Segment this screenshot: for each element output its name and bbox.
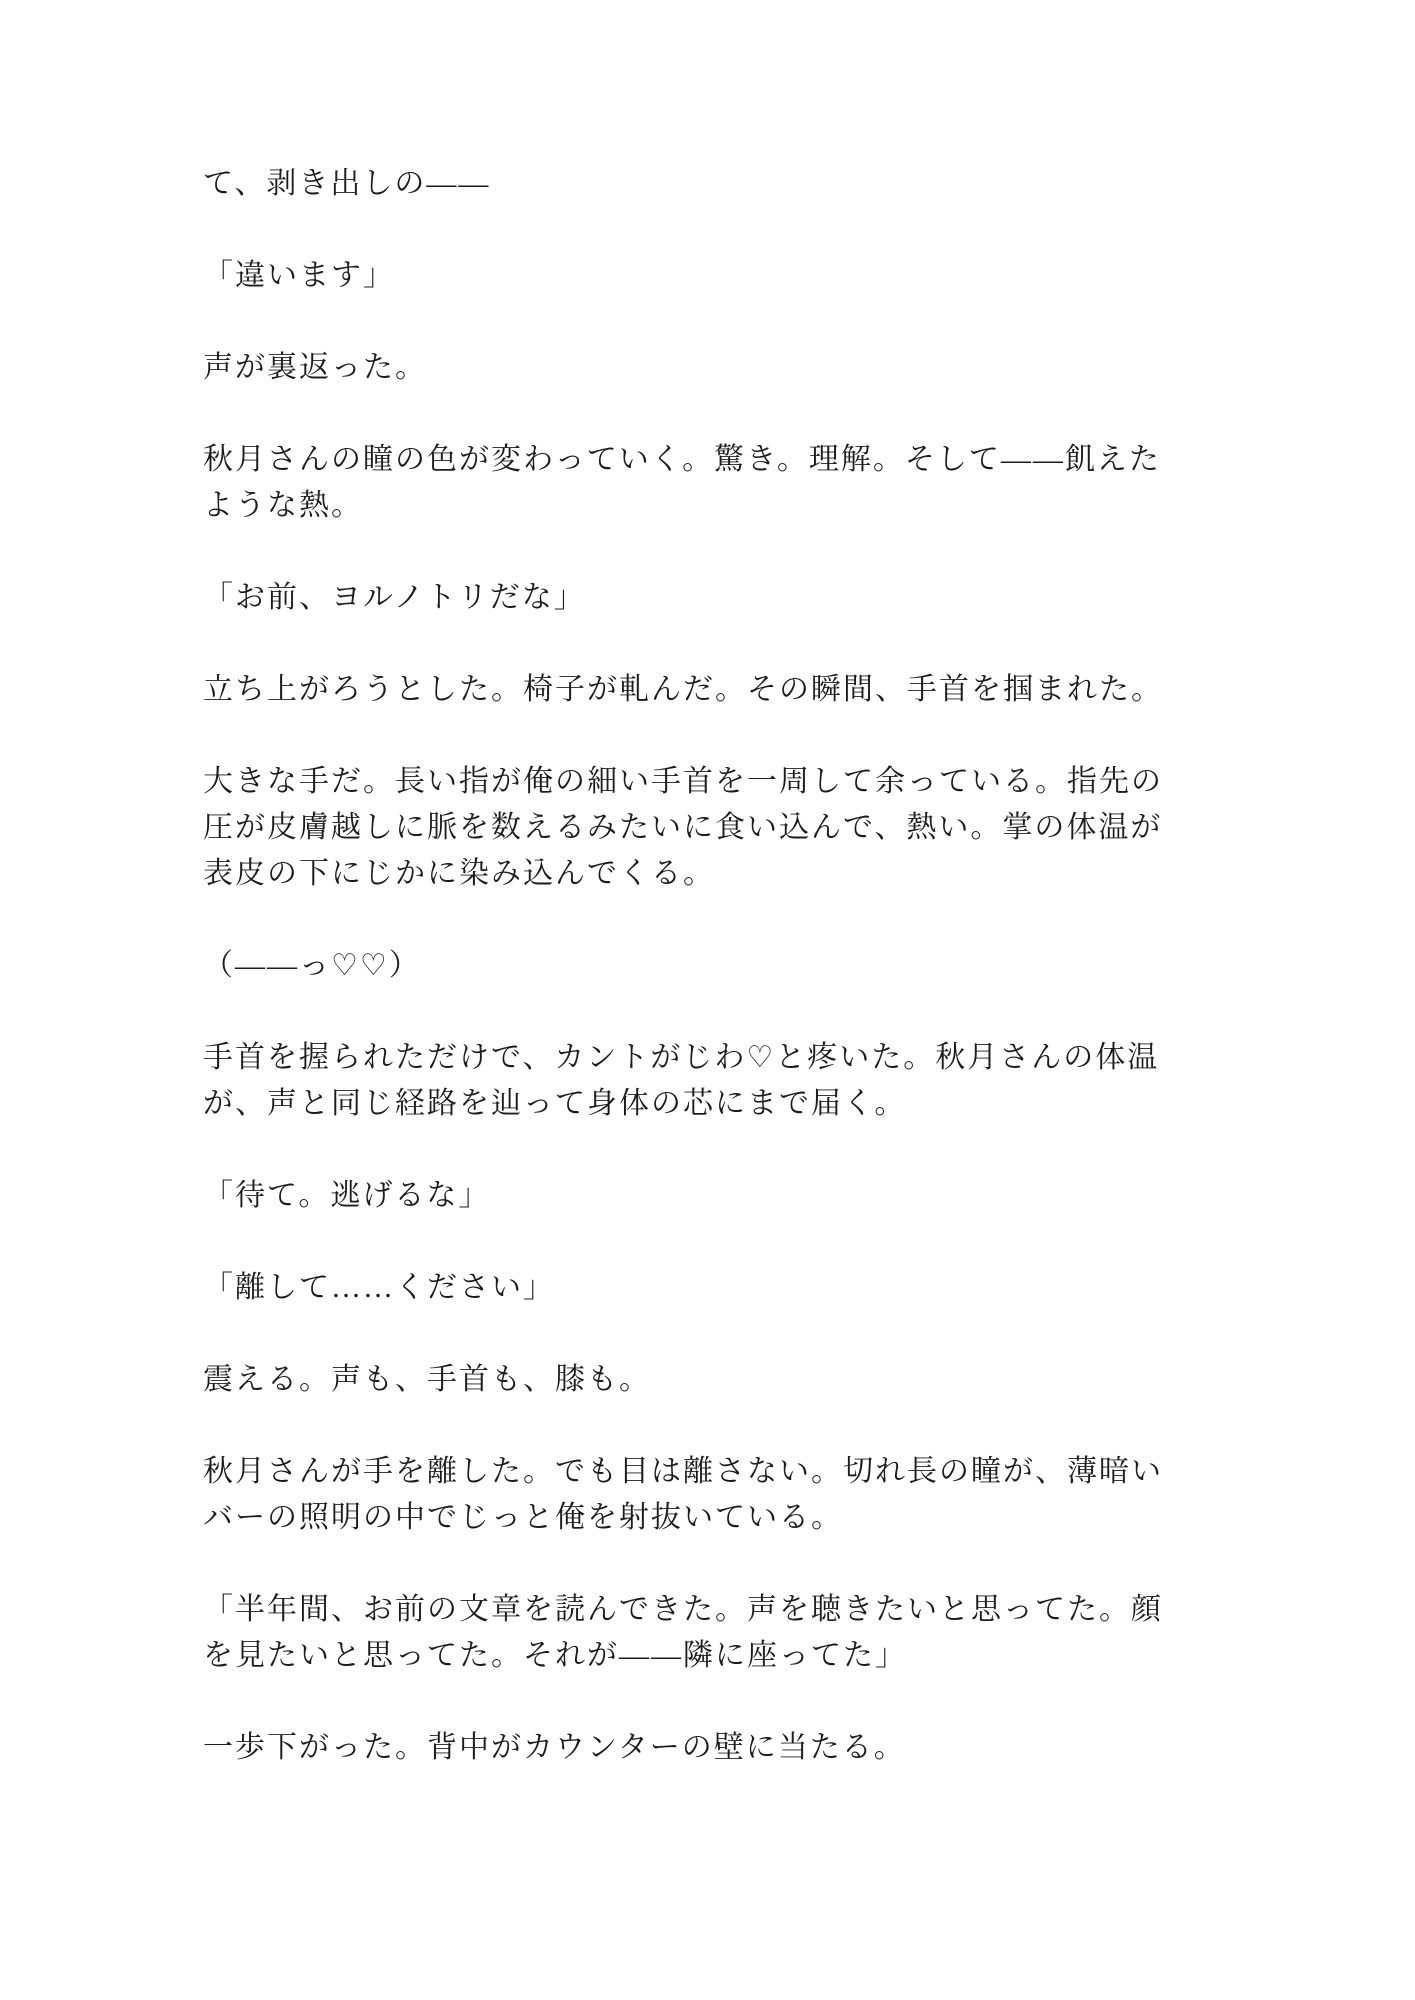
text-line: 大きな手だ。長い指が俺の細い手首を一周して余っている。指先の bbox=[203, 765, 1163, 798]
paragraph bbox=[203, 1173, 1178, 1219]
text-line: 手首を握られただけで、カントがじわ♡と疼いた。秋月さんの体温 bbox=[203, 1041, 1160, 1074]
text-line: 秋月さんの瞳の色が変わっていく。驚き。理解。そして――飢えた bbox=[203, 443, 1161, 476]
text-line: 一歩下がった。背中がカウンターの壁に当たる。 bbox=[203, 1731, 906, 1764]
paragraph bbox=[203, 1035, 1178, 1127]
text-line: 立ち上がろうとした。椅子が軋んだ。その瞬間、手首を掴まれた。 bbox=[203, 673, 1163, 706]
text-line: 「お前、ヨルノトリだな」 bbox=[203, 581, 586, 614]
text-line: ような熱。 bbox=[203, 489, 363, 522]
text-line: 「半年間、お前の文章を読んできた。声を聴きたいと思ってた。顔 bbox=[203, 1593, 1163, 1626]
text-line: バーの照明の中でじっと俺を射抜いている。 bbox=[203, 1501, 843, 1534]
text-line: を見たいと思ってた。それが――隣に座ってた」 bbox=[203, 1639, 907, 1672]
paragraph bbox=[203, 437, 1178, 529]
paragraph bbox=[203, 759, 1178, 897]
paragraph bbox=[203, 575, 1178, 621]
paragraph bbox=[203, 1357, 1178, 1403]
paragraph bbox=[203, 253, 1178, 299]
text-line: 表皮の下にじかに染み込んでくる。 bbox=[203, 857, 715, 890]
story-text bbox=[203, 161, 1178, 1771]
paragraph bbox=[203, 1587, 1178, 1679]
text-line: 圧が皮膚越しに脈を数えるみたいに食い込んで、熱い。掌の体温が bbox=[203, 811, 1163, 844]
text-line: 声が裏返った。 bbox=[203, 351, 427, 384]
paragraph bbox=[203, 1725, 1178, 1771]
text-line: 「待て。逃げるな」 bbox=[203, 1179, 491, 1212]
paragraph bbox=[203, 345, 1178, 391]
text-line: 「離して……ください」 bbox=[203, 1271, 555, 1304]
paragraph bbox=[203, 667, 1178, 713]
text-line: が、声と同じ経路を辿って身体の芯にまで届く。 bbox=[203, 1087, 907, 1120]
paragraph bbox=[203, 1449, 1178, 1541]
paragraph bbox=[203, 943, 1178, 989]
paragraph bbox=[203, 161, 1178, 207]
paragraph bbox=[203, 1265, 1178, 1311]
text-line: 秋月さんが手を離した。でも目は離さない。切れ長の瞳が、薄暗い bbox=[203, 1455, 1163, 1488]
text-line: て、剥き出しの―― bbox=[203, 167, 491, 200]
text-line: 震える。声も、手首も、膝も。 bbox=[203, 1363, 651, 1396]
text-line: （――っ♡♡） bbox=[203, 949, 421, 982]
text-line: 「違います」 bbox=[203, 259, 395, 292]
